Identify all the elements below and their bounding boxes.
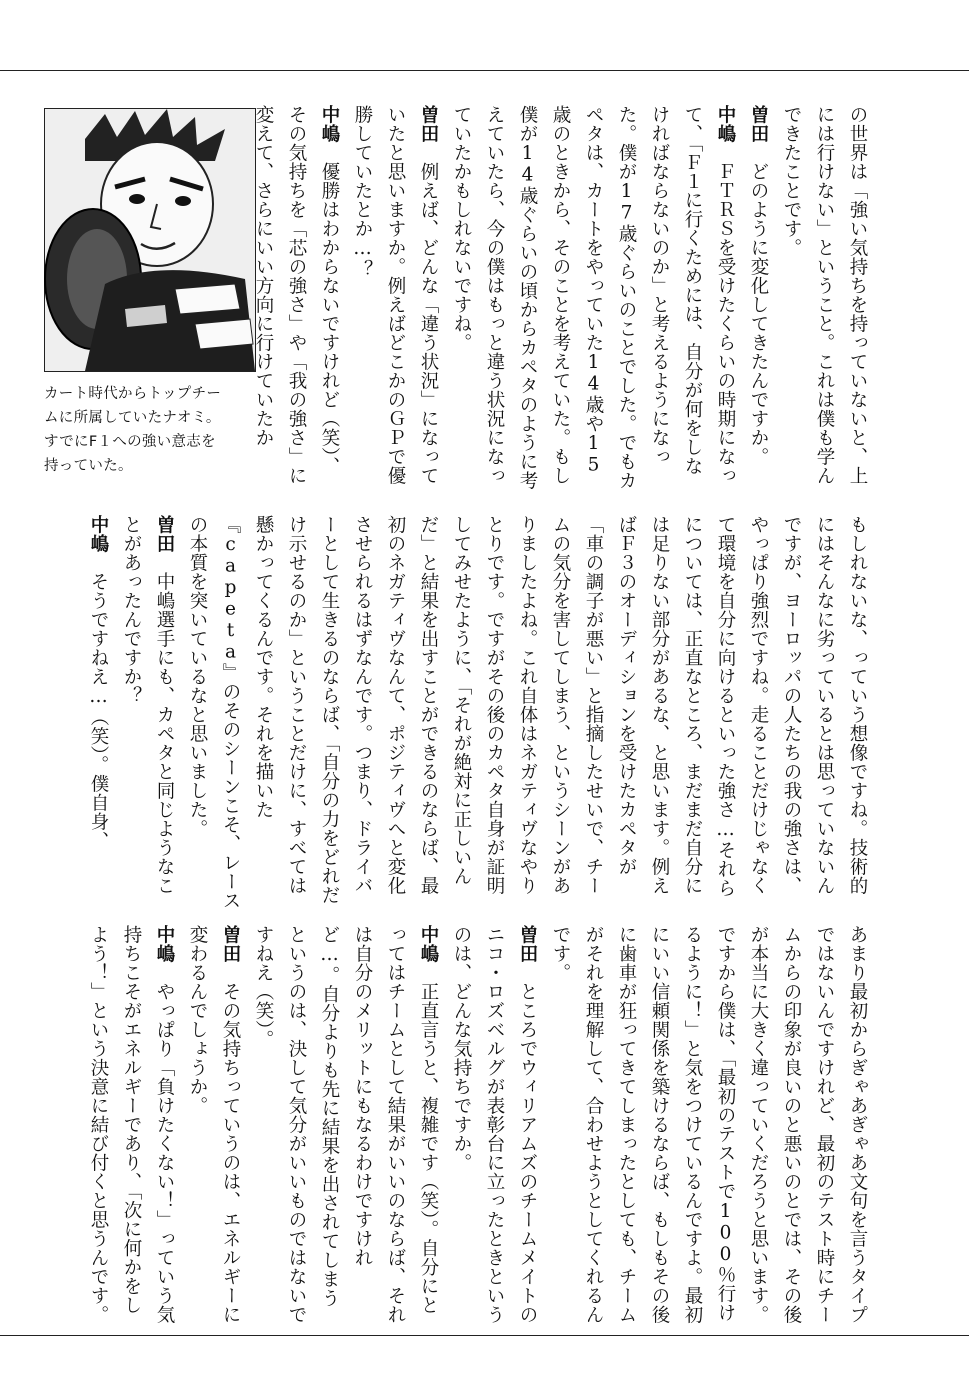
paragraph: の世界は「強い気持ちを持っていないと、上には行けない」ということ。これは僕も学んできたことです。: [781, 105, 868, 485]
speaker-label: 中嶋: [154, 925, 175, 963]
paragraph: あまり最初からぎゃあぎゃあ文句を言うタイプではないんですけれど、最初のテスト時にチームからの印象が良いのと悪いのとでは、その後が本当に大きく違っていくだろうと思います。ですから僕は、「最初のテストで100％行けるように！」と気をつけているんですよ。最初にいい信頼関係を築けるならば、もしもその後に歯車が狂ってきてしまったとしても、チームがそれを理解して、合わせようとしてくれるんです。: [550, 925, 868, 1324]
paragraph: ＦＴＲＳを受けたくらいの時期になって、「Ｆ１に行くためには、自分が何をしなければならないのか」と考えるようになった。僕が17歳ぐらいのことでした。でもカペタは、カートをやっていた14歳や15歳のときから、そのことを考えていた。もし僕が14歳ぐらいの頃からカペタのように考えていたら、今の僕はもっと違う状況になっていたかもしれないですね。: [451, 105, 736, 490]
caption-line: すでにF１への強い意志を: [44, 434, 216, 450]
vertical-text-block: [82, 515, 874, 910]
interview-band-3: [40, 925, 874, 1325]
paragraph: どのように変化してきたんですか。: [748, 162, 769, 466]
speaker-label: 曽田: [220, 925, 241, 963]
speaker-label: 中嶋: [88, 515, 109, 553]
paragraph: 中嶋選手にも、カペタと同じようなことがあったんですか？: [121, 515, 175, 895]
paragraph: 例えば、どんな「違う状況」になっていたと思いますか。例えばどこかのＧＰで優勝していたとか…？: [352, 105, 439, 485]
vertical-text-block: [253, 105, 874, 490]
speaker-label: 曽田: [517, 925, 538, 963]
bottom-rule: [0, 1335, 969, 1336]
interview-band-1: [253, 105, 874, 490]
speaker-label: 中嶋: [715, 105, 736, 143]
caption-line: ムに所属していたナオミ。: [44, 410, 221, 426]
paragraph: ところでウィリアムズのチームメイトのニコ・ロズベルグが表彰台に立ったときというのは、どんな気持ちですか。: [451, 925, 538, 1324]
top-rule: [0, 70, 969, 71]
speaker-label: 曽田: [154, 515, 175, 553]
caption-line: 持っていた。: [44, 458, 133, 474]
speaker-label: 曽田: [748, 105, 769, 143]
paragraph: もしれないな、っていう想像ですね。技術的にはそんなに劣っているとは思っていないんですが、ヨーロッパの人たちの我の強さは、やっぱり強烈ですね。走ることだけじゃなくて環境を自分に向けるといった強さ…それらについては、正直なところ、まだまだ自分には足りない部分があるな、と思います。例えばＦ３のオーディションを受けたカペタが「車の調子が悪い」と指摘したせいで、チームの気分を害してしまう、というシーンがありましたよね。これ自体はネガティヴなやりとりです。ですがその後のカペタ自身が証明してみせたように、「それが絶対に正しいんだ」と結果を出すことができるのならば、最初のネガティヴなんて、ポジティヴへと変化させられるはずなんです。つまり、ドライバーとして生きるのならば、「自分の力をどれだけ示せるのか」ということだけに、すべては懸かってくるんです。それを描いた『capeta』のそのシーンこそ、レースの本質を突いているなと思いました。: [187, 515, 868, 910]
caption-line: カート時代からトップチー: [44, 386, 222, 402]
paragraph: そうですねえ…（笑）。僕自身、: [88, 572, 109, 851]
speaker-label: 中嶋: [319, 105, 340, 143]
speaker-label: 曽田: [418, 105, 439, 143]
speaker-label: 中嶋: [418, 925, 439, 963]
paragraph: 正直言うと、複雑です（笑）。自分にとってはチームとして結果がいいのならば、それは自分のメリットにもなるわけですけれど…。自分よりも先に結果を出されてしまうというのは、決して気分がいいものではないですねえ（笑）。: [253, 925, 439, 1324]
paragraph: 優勝はわからないですけれど（笑）、その気持ちを「芯の強さ」や「我の強さ」に変えて、さらにいい方向に行けていたか: [253, 105, 340, 485]
illustration-caption: [44, 382, 264, 478]
paragraph: その気持ちっていうのは、エネルギーに変わるんでしょうか。: [187, 925, 241, 1324]
manga-illustration: [44, 108, 256, 372]
vertical-text-block: [82, 925, 874, 1325]
paragraph: やっぱり「負けたくない！」っていう気持ちこそがエネルギーであり、「次に何かをしよう！」という決意に結び付くと思うんです。: [88, 925, 175, 1324]
interview-band-2: [40, 515, 874, 910]
